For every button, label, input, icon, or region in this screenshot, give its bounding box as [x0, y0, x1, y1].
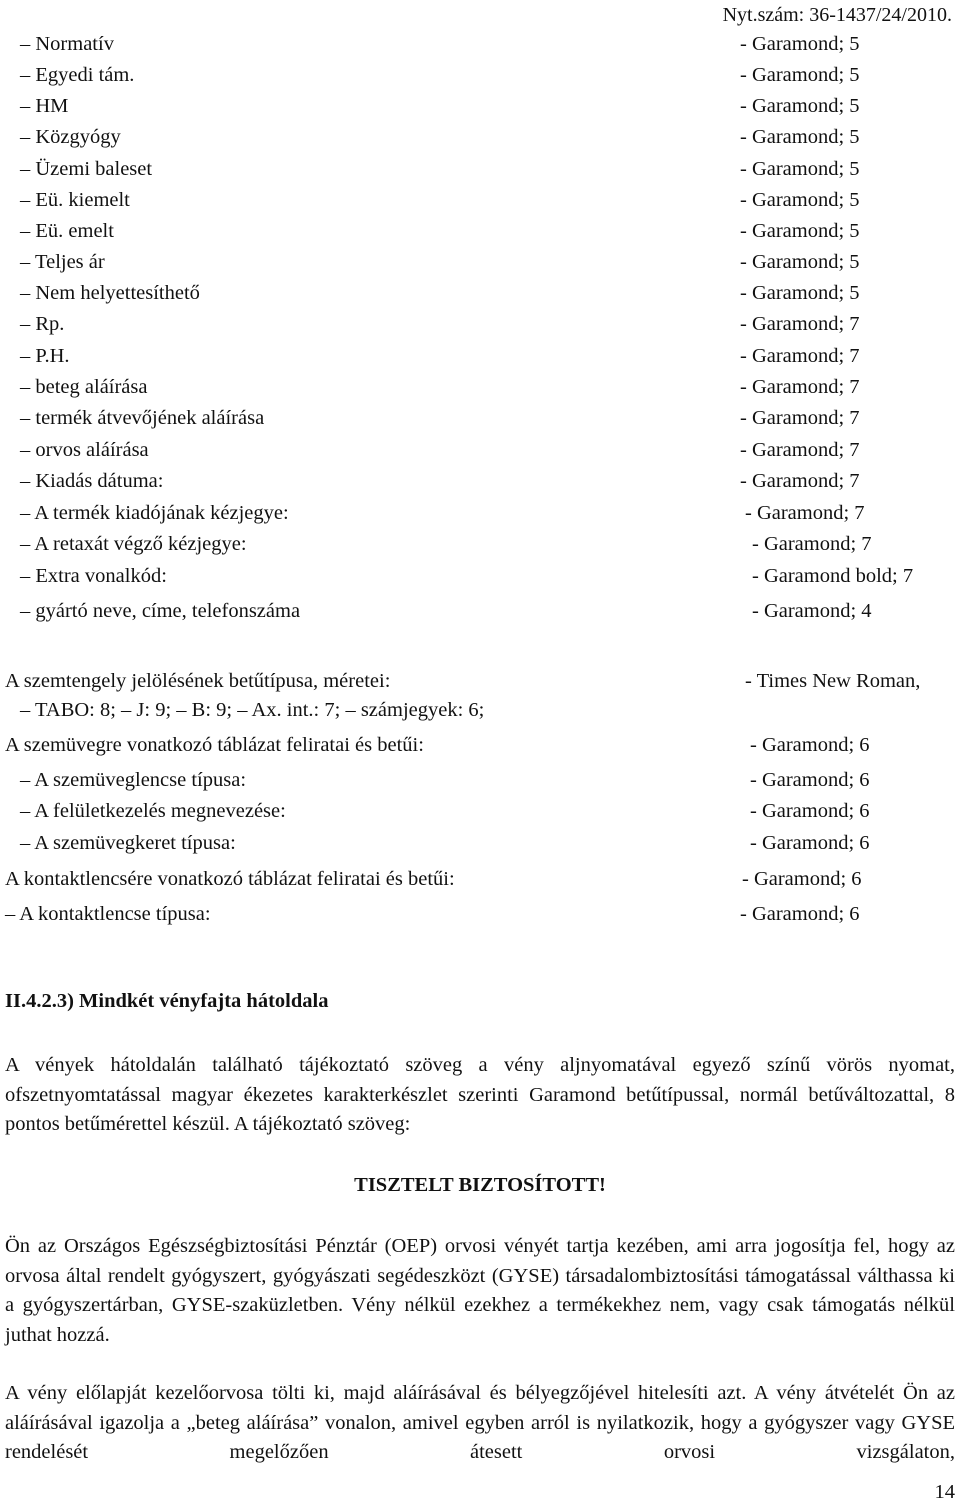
notice-heading: TISZTELT BIZTOSÍTOTT! — [354, 1174, 606, 1196]
list-item — [0, 248, 960, 276]
list-item — [0, 217, 960, 245]
glasses-table-label: A szemüvegre vonatkozó táblázat feliratai és betűi: — [5, 734, 424, 756]
item-value: - Garamond; 5 — [740, 158, 860, 180]
item-value: - Garamond bold; 7 — [752, 565, 914, 587]
page-number: 14 — [934, 1481, 955, 1503]
paragraph-notice: Ön az Országos Egészségbiztosítási Pénztár (OEP) orvosi vényét tartja kezében, ami arra jogosítja fel, hogy az orvosa által rendelt gyógyszert, gyógyászati segédeszközt (GYSE) társadalombiztosítási támogatással válthassa ki a gyógyszertárban, GYSE-szaküzletben. Vény nélkül ezekhez a termékekhez nem, vagy csak támogatás nélkül juthat hozzá. — [5, 1235, 955, 1346]
item-label: – Teljes ár — [20, 251, 105, 273]
item-label: – A kontaktlencse típusa: — [5, 903, 211, 925]
item-value: - Garamond; 7 — [740, 376, 860, 398]
list-item — [0, 900, 960, 928]
item-value: - Garamond; 5 — [740, 33, 860, 55]
item-label: – Közgyógy — [20, 126, 121, 148]
item-label: – Nem helyettesíthető — [20, 282, 200, 304]
glasses-table-row — [0, 731, 960, 759]
list-item — [0, 499, 960, 527]
item-value: - Garamond; 7 — [740, 407, 860, 429]
item-value: - Garamond; 7 — [740, 470, 860, 492]
item-value: - Garamond; 6 — [750, 769, 870, 791]
item-label: – orvos aláírása — [20, 439, 149, 461]
item-value: - Garamond; 5 — [740, 189, 860, 211]
item-label: – termék átvevőjének aláírása — [20, 407, 265, 429]
item-label: – Üzemi baleset — [20, 158, 153, 180]
item-value: - Garamond; 7 — [745, 502, 865, 524]
item-label: – Rp. — [20, 313, 65, 335]
item-value: - Garamond; 7 — [740, 439, 860, 461]
item-value: - Garamond; 5 — [740, 220, 860, 242]
list-item — [0, 530, 960, 558]
list-item — [0, 797, 960, 825]
item-label: – Eü. kiemelt — [20, 189, 130, 211]
axis-font-sizes-text: – TABO: 8; – J: 9; – B: 9; – Ax. int.: 7; – számjegyek: 6; — [20, 699, 485, 721]
axis-font-value: - Times New Roman, — [745, 670, 921, 692]
list-item — [0, 310, 960, 338]
list-item — [0, 30, 960, 58]
item-label: – beteg aláírása — [20, 376, 148, 398]
item-label: – P.H. — [20, 345, 70, 367]
item-value: - Garamond; 7 — [740, 313, 860, 335]
axis-font-sizes — [0, 696, 960, 724]
item-value: - Garamond; 5 — [740, 64, 860, 86]
item-value: - Garamond; 6 — [750, 800, 870, 822]
item-label: – gyártó neve, címe, telefonszáma — [20, 600, 301, 622]
list-item — [0, 404, 960, 432]
list-item — [0, 829, 960, 857]
item-label: – A retaxát végző kézjegye: — [20, 533, 247, 555]
contact-table-row — [0, 865, 960, 893]
list-item — [0, 373, 960, 401]
list-item — [0, 766, 960, 794]
list-item — [0, 155, 960, 183]
list-item — [0, 562, 960, 590]
document-reference: Nyt.szám: 36-1437/24/2010. — [722, 4, 952, 26]
item-value: - Garamond; 5 — [740, 95, 860, 117]
item-label: – Extra vonalkód: — [20, 565, 167, 587]
item-label: – A szemüvegkeret típusa: — [20, 832, 236, 854]
list-item — [0, 467, 960, 495]
list-item — [0, 92, 960, 120]
item-label: – Egyedi tám. — [20, 64, 135, 86]
list-item — [0, 342, 960, 370]
item-value: - Garamond; 7 — [752, 533, 872, 555]
glasses-table-value: - Garamond; 6 — [750, 734, 870, 756]
list-item — [0, 436, 960, 464]
list-item — [0, 61, 960, 89]
item-value: - Garamond; 5 — [740, 126, 860, 148]
item-label: – Normatív — [20, 33, 114, 55]
item-value: - Garamond; 5 — [740, 282, 860, 304]
section-title: II.4.2.3) Mindkét vényfajta hátoldala — [5, 990, 329, 1012]
list-item — [0, 279, 960, 307]
list-item — [0, 186, 960, 214]
item-label: – A szemüveglencse típusa: — [20, 769, 247, 791]
item-label: – A termék kiadójának kézjegye: — [20, 502, 289, 524]
item-label: – A felületkezelés megnevezése: — [20, 800, 286, 822]
axis-font-row — [0, 667, 960, 695]
item-label: – Kiadás dátuma: — [20, 470, 164, 492]
contact-table-label: A kontaktlencsére vonatkozó táblázat feliratai és betűi: — [5, 868, 455, 890]
item-label: – HM — [20, 95, 69, 117]
contact-table-value: - Garamond; 6 — [742, 868, 862, 890]
axis-font-label: A szemtengely jelölésének betűtípusa, méretei: — [5, 670, 391, 692]
item-value: - Garamond; 6 — [750, 832, 870, 854]
item-label: – Eü. emelt — [20, 220, 114, 242]
paragraph-instructions: A vény előlapját kezelőorvosa tölti ki, majd aláírásával és bélyegzőjével hitelesíti azt. A vény átvételét Ön az aláírásával igazolja a „beteg aláírása” vonalon, amivel egyben arról is nyilatkozik, hogy a gyógyszer vagy GYSE rendelését megelőzően átesett orvosi vizsgálaton, — [5, 1382, 955, 1463]
list-item — [0, 123, 960, 151]
item-value: - Garamond; 4 — [752, 600, 872, 622]
item-value: - Garamond; 5 — [740, 251, 860, 273]
paragraph-intro: A vények hátoldalán található tájékoztató szöveg a vény aljnyomatával egyező színű vörös nyomat, ofszetnyomtatással magyar ékezetes karakterkészlet szerinti Garamond betűtípussal, normál betűváltozattal, 8 pontos betűmérettel készül. A tájékoztató szöveg: — [5, 1054, 955, 1135]
item-value: - Garamond; 7 — [740, 345, 860, 367]
item-value: - Garamond; 6 — [740, 903, 860, 925]
list-item — [0, 597, 960, 625]
